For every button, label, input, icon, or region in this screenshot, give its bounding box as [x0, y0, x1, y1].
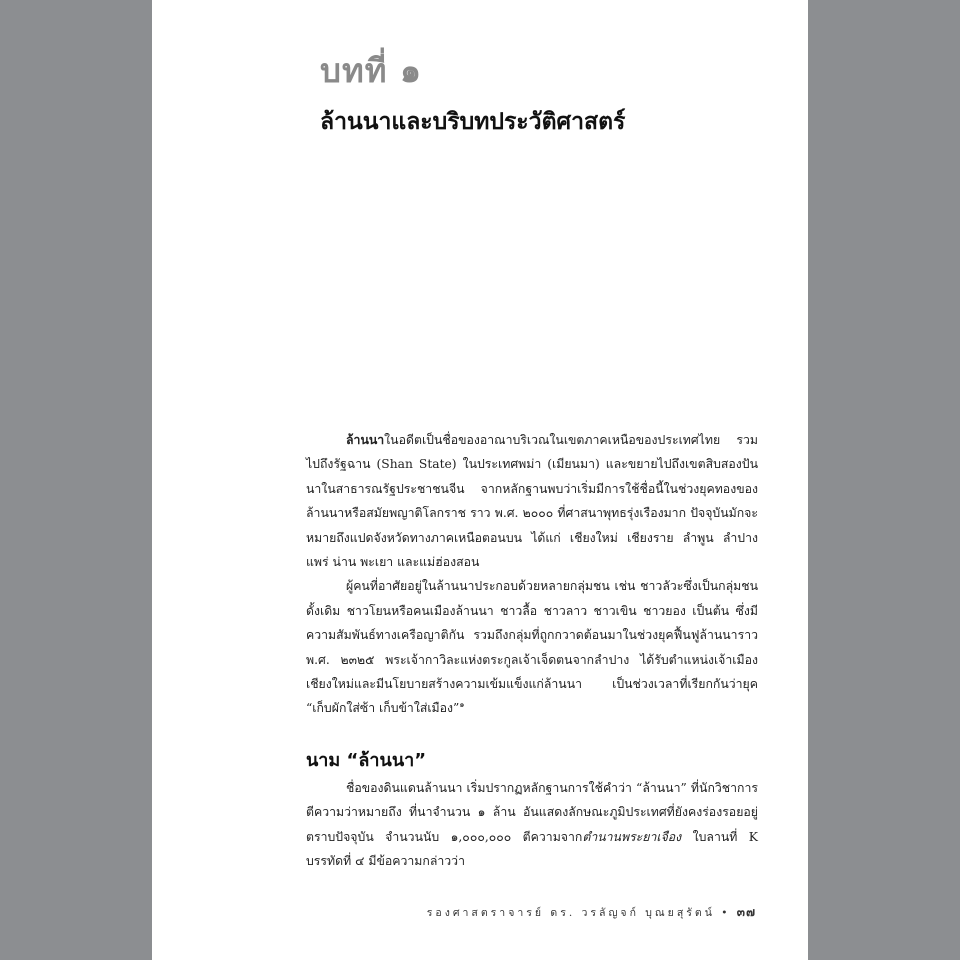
section-heading: นาม “ล้านนา”	[306, 750, 427, 771]
intro-paragraph-1-text: ในอดีตเป็นชื่อของอาณาบริเวณในเขตภาคเหนือของประเทศไทย รวมไปถึงรัฐฉาน (Shan State) ในประเทศพม่า (เมียนมา) และขยายไปถึงเขตสิบสองปันนาในสาธารณรัฐประชาชนจีน จากหลักฐานพบว่าเริ่มมีการใช้ชื่อนี้ในช่วงยุคทองของล้านนาหรือสมัยพญาติโลกราช ราว พ.ศ. ๒๐๐๐ ที่ศาสนาพุทธรุ่งเรืองมาก ปัจจุบันมักจะหมายถึงแปดจังหวัดทางภาคเหนือตอนบน ได้แก่ เชียงใหม่ เชียงราย ลำพูน ลำปาง แพร่ น่าน พะเยา และแม่ฮ่องสอน	[306, 433, 758, 570]
intro-paragraph-2	[306, 574, 758, 720]
running-footer	[427, 903, 756, 922]
section-text-block	[306, 776, 758, 874]
section-paragraph-1-text-a: ชื่อของดินแดนล้านนา เริ่มปรากฏหลักฐานการใช้คำว่า “ล้านนา” ที่นักวิชาการตีความว่าหมายถึง ที่นาจำนวน ๑ ล้าน อันแสดงลักษณะภูมิประเทศที่ยังคงร่องรอยอยู่ตราบปัจจุบัน จำนวนนับ ๑,๐๐๐,๐๐๐ ตีความจาก	[306, 781, 758, 844]
section-paragraph-1-italic: ตำนานพระยาเจือง	[582, 829, 682, 844]
footnote-marker: ๑	[459, 700, 465, 710]
intro-paragraph-2-text: ผู้คนที่อาศัยอยู่ในล้านนาประกอบด้วยหลายกลุ่มชน เช่น ชาวลัวะซึ่งเป็นกลุ่มชนดั้งเดิม ชาวโยนหรือคนเมืองล้านนา ชาวลื้อ ชาวลาว ชาวเขิน ชาวยอง เป็นต้น ซึ่งมีความสัมพันธ์ทางเครือญาติกัน รวมถึงกลุ่มที่ถูกกวาดต้อนมาในช่วงยุคฟื้นฟูล้านนาราว พ.ศ. ๒๓๒๕ พระเจ้ากาวิละแห่งตระกูลเจ้าเจ็ดตนจากลำปาง ได้รับตำแหน่งเจ้าเมืองเชียงใหม่และมีนโยบายสร้างความเข้มแข็งแก่ล้านนา เป็นช่วงเวลาที่เรียกกันว่ายุค “เก็บผักใส่ซ้า เก็บข้าใส่เมือง”	[306, 579, 758, 716]
chapter-number: บทที่ ๑	[320, 51, 422, 90]
page-number: ๓๗	[736, 905, 756, 919]
book-page	[152, 0, 808, 960]
chapter-title: ล้านนาและบริบทประวัติศาสตร์	[320, 109, 626, 135]
section-paragraph-1-text-b: ใบลานที่ K บรรทัดที่ ๔ มีข้อความกล่าวว่า	[306, 829, 758, 869]
intro-text-block	[306, 428, 758, 721]
intro-paragraph-1	[306, 428, 758, 574]
footer-separator: •	[721, 907, 731, 919]
section-paragraph-1	[306, 776, 758, 874]
term-lanna: ล้านนา	[346, 432, 385, 447]
running-head-author: รองศาสตราจารย์ ดร. วรลัญจก์ บุณยสุรัตน์	[426, 907, 715, 919]
